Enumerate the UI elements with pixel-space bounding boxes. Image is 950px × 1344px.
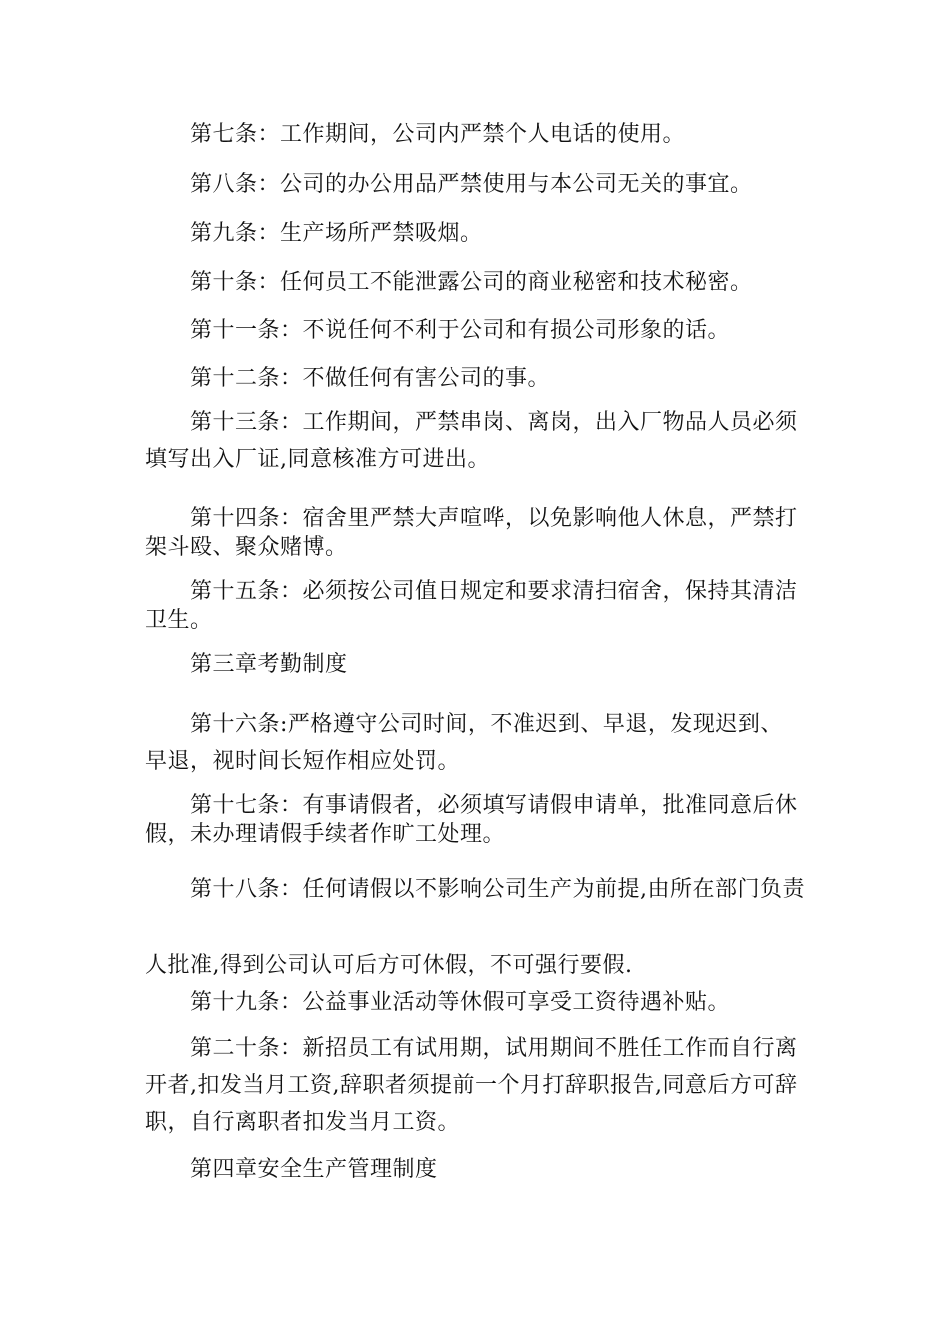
article-9: 第九条：生产场所严禁吸烟。 bbox=[190, 221, 483, 246]
article-17: 第十七条：有事请假者，必须填写请假申请单，批准同意后休假，未办理请假手续者作旷工处理。 bbox=[145, 793, 798, 847]
article-10: 第十条：任何员工不能泄露公司的商业秘密和技术秘密。 bbox=[190, 270, 753, 295]
chapter-4-heading: 第四章安全生产管理制度 bbox=[190, 1157, 438, 1182]
article-19: 第十九条：公益事业活动等休假可享受工资待遇补贴。 bbox=[190, 990, 731, 1015]
chapter-3-heading: 第三章考勤制度 bbox=[190, 652, 348, 677]
article-12: 第十二条：不做任何有害公司的事。 bbox=[190, 366, 551, 391]
article-15: 第十五条：必须按公司值日规定和要求清扫宿舍，保持其清洁卫生。 bbox=[145, 579, 798, 633]
article-13: 第十三条：工作期间，严禁串岗、离岗，出入厂物品人员必须填写出入厂证,同意核准方可进出。 bbox=[145, 410, 798, 472]
article-16: 第十六条:严格遵守公司时间，不准迟到、早退，发现迟到、早退，视时间长短作相应处罚。 bbox=[145, 712, 783, 774]
article-20: 第二十条：新招员工有试用期，试用期间不胜任工作而自行离开者,扣发当月工资,辞职者须提前一个月打辞职报告,同意后方可辞职，自行离职者扣发当月工资。 bbox=[145, 1036, 798, 1135]
article-7: 第七条：工作期间，公司内严禁个人电话的使用。 bbox=[190, 122, 686, 147]
article-11: 第十一条：不说任何不利于公司和有损公司形象的话。 bbox=[190, 318, 731, 343]
article-8: 第八条：公司的办公用品严禁使用与本公司无关的事宜。 bbox=[190, 172, 753, 197]
article-18: 第十八条：任何请假以不影响公司生产为前提,由所在部门负责人批准,得到公司认可后方可休假，不可强行要假. bbox=[145, 877, 805, 978]
article-14: 第十四条：宿舍里严禁大声喧哗，以免影响他人休息，严禁打架斗殴、聚众赌博。 bbox=[145, 506, 798, 560]
